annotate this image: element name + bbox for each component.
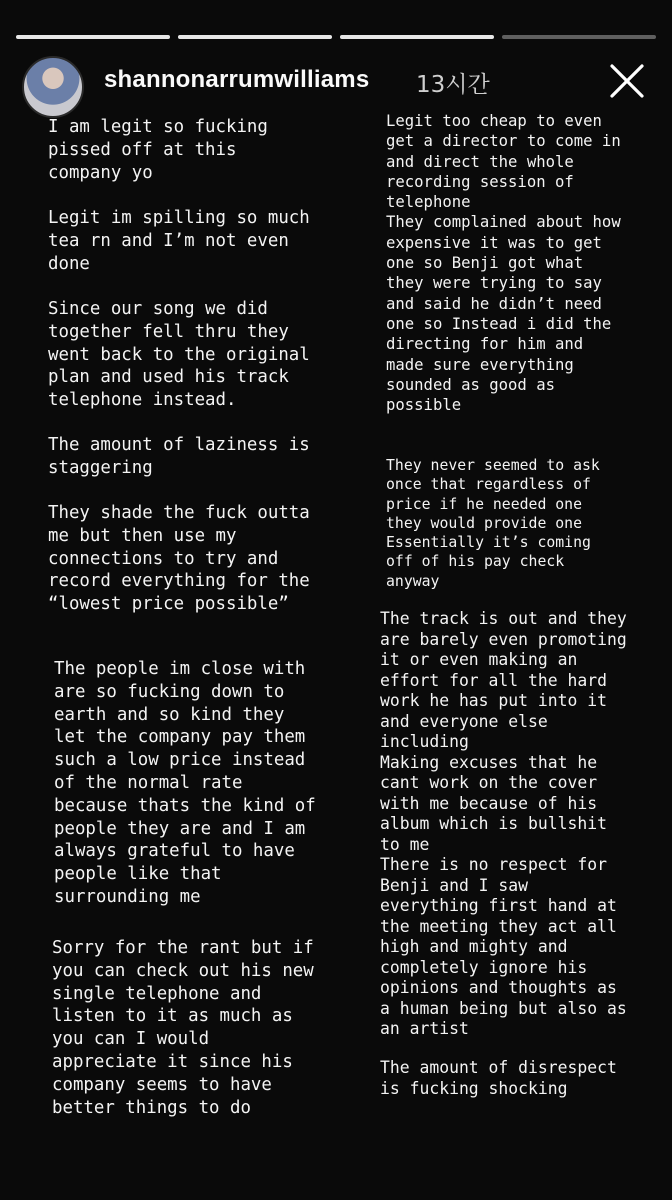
left-paragraph-4: The amount of laziness is staggering — [48, 435, 310, 478]
left-paragraph-2: Legit im spilling so much tea rn and I’m not even done — [48, 208, 310, 274]
progress-segment-current — [502, 35, 656, 39]
username[interactable]: shannonarrumwilliams — [104, 66, 370, 93]
progress-segment — [340, 35, 494, 39]
progress-segment — [16, 35, 170, 39]
left-paragraph-7: Sorry for the rant but if you can check out his new single telephone and listen to it as much as you can I would appreciate it since his company seems to have better things to do — [52, 938, 314, 1118]
progress-segment — [178, 35, 332, 39]
left-paragraph-6: The people im close with are so fucking down to earth and so kind they let the company pay them such a low price instead of the normal rate because thats the kind of people they are and I am always grateful to have people like that surrounding me — [54, 659, 316, 907]
post-time: 13시간 — [416, 72, 490, 98]
right-paragraph-3: The track is out and they are barely even promoting it or even making an effort for all the hard work he has put into it and everyone else including Making excuses that he cant work on the cover with me because of his album which is bullshit to me There is no respect for Benji and I saw everything first hand at the meeting they act all high and mighty and completely ignore his opinions and thoughts as a human being but also as an artist — [380, 609, 627, 1038]
right-paragraph-4: The amount of disrespect is fucking shocking — [380, 1058, 617, 1098]
story-header — [22, 52, 650, 116]
avatar[interactable] — [22, 56, 84, 118]
story-progress-bar — [16, 35, 656, 39]
left-paragraph-3: Since our song we did together fell thru they went back to the original plan and used his track telephone instead. — [48, 299, 310, 411]
close-icon[interactable] — [608, 62, 646, 100]
left-paragraph-5: They shade the fuck outta me but then use my connections to try and record everything for the “lowest price possible” — [48, 503, 310, 615]
right-paragraph-2: They never seemed to ask once that regardless of price if he needed one they would provide one Essentially it’s coming off of his pay check anyway — [386, 457, 600, 590]
left-paragraph-1: I am legit so fucking pissed off at this company yo — [48, 117, 268, 183]
right-paragraph-1: Legit too cheap to even get a director to come in and direct the whole recording session of telephone They complained about how expensive it was to get one so Benji got what they were trying to say and said he didn’t need one so Instead i did the directing for him and made sure everything sounded as good as possible — [386, 112, 621, 415]
